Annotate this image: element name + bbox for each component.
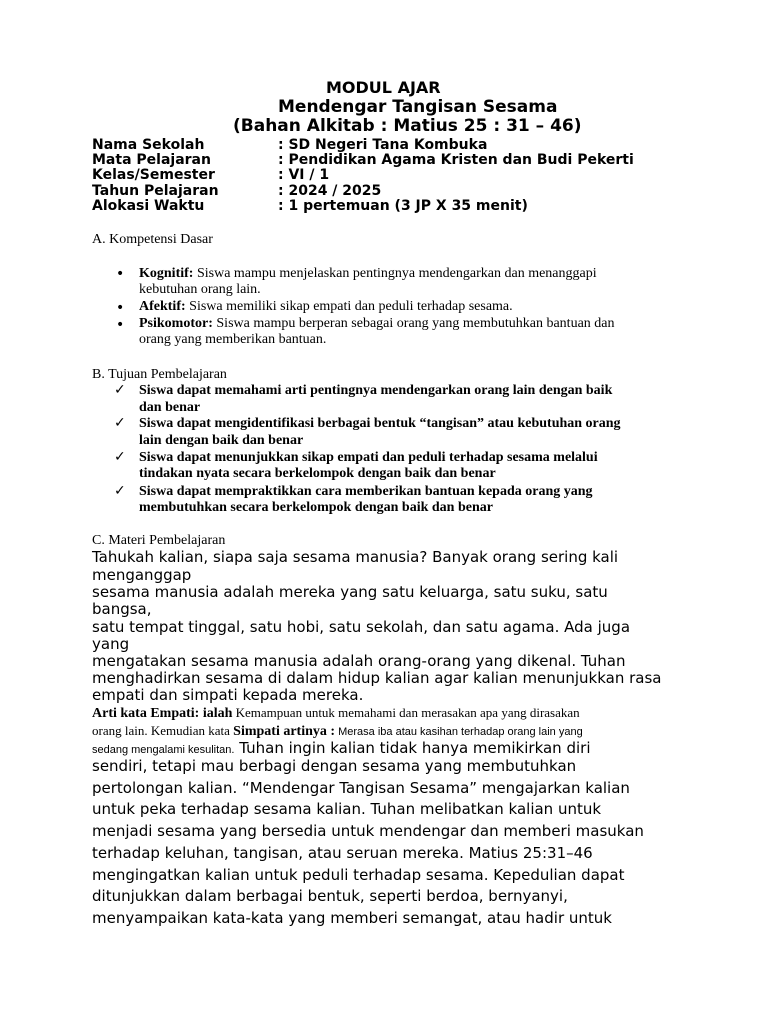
competency-text: Siswa mampu menjelaskan pentingnya mendengarkan dan menanggapi (193, 266, 597, 281)
simpati-definition (92, 723, 583, 740)
paragraph-line: bangsa, (92, 600, 152, 618)
paragraph-text: Tuhan ingin kalian tidak hanya memikirkan diri (234, 739, 591, 757)
paragraph-line: ditunjukkan dalam berbagai bentuk, seperti berdoa, bernyanyi, (92, 887, 568, 905)
paragraph-line: sesama manusia adalah mereka yang satu keluarga, satu suku, satu (92, 583, 608, 601)
identity-value: : 1 pertemuan (3 JP X 35 menit) (278, 198, 528, 214)
paragraph-line (92, 739, 591, 758)
identity-value: : Pendidikan Agama Kristen dan Budi Pekerti (278, 152, 634, 168)
simpati-label: Simpati artinya : (233, 724, 336, 739)
objective-item: Siswa dapat mempraktikkan cara memberikan bantuan kepada orang yang (139, 484, 593, 499)
checkmark-icon: ✓ (114, 382, 126, 398)
identity-value: : SD Negeri Tana Kombuka (278, 137, 488, 153)
checkmark-icon: ✓ (114, 415, 126, 431)
competency-text: Siswa mampu berperan sebagai orang yang membutuhkan bantuan dan (212, 316, 615, 331)
competency-text-cont: kebutuhan orang lain. (139, 282, 261, 297)
competency-text-cont: orang yang memberikan bantuan. (139, 332, 327, 347)
paragraph-line: mengatakan sesama manusia adalah orang-orang yang dikenal. Tuhan (92, 652, 626, 670)
objective-item: Siswa dapat menunjukkan sikap empati dan peduli terhadap sesama melalui (139, 450, 598, 465)
identity-label: Tahun Pelajaran (92, 183, 219, 199)
bullet-icon: • (116, 266, 125, 282)
document-title: MODUL AJAR (326, 78, 441, 97)
identity-label: Mata Pelajaran (92, 152, 211, 168)
competency-label: Psikomotor: (139, 316, 213, 331)
bible-source: (Bahan Alkitab : Matius 25 : 31 – 46) (233, 116, 582, 136)
paragraph-line: pertolongan kalian. “Mendengar Tangisan Sesama” mengajarkan kalian (92, 779, 630, 797)
paragraph-line: Tahukah kalian, siapa saja sesama manusia? Banyak orang sering kali (92, 548, 619, 566)
checkmark-icon: ✓ (114, 483, 126, 499)
paragraph-line: empati dan simpati kepada mereka. (92, 686, 364, 704)
paragraph-line: menyampaikan kata-kata yang memberi semangat, atau hadir untuk (92, 909, 612, 927)
checkmark-icon: ✓ (114, 449, 126, 465)
objective-item: Siswa dapat mengidentifikasi berbagai bentuk “tangisan” atau kebutuhan orang (139, 416, 621, 431)
paragraph-line: sendiri, tetapi mau berbagi dengan sesama yang membutuhkan (92, 757, 577, 775)
identity-label: Kelas/Semester (92, 167, 215, 183)
section-b-heading: B. Tujuan Pembelajaran (92, 367, 227, 382)
paragraph-line: mengingatkan kalian untuk peduli terhadap sesama. Kepedulian dapat (92, 866, 625, 884)
paragraph-line: menghadirkan sesama di dalam hidup kalian agar kalian menunjukkan rasa (92, 669, 662, 687)
bullet-icon: • (116, 300, 125, 316)
paragraph-line: satu tempat tinggal, satu hobi, satu sekolah, dan satu agama. Ada juga (92, 618, 631, 636)
section-a-heading: A. Kompetensi Dasar (92, 232, 213, 247)
simpati-text-cont: sedang mengalami kesulitan. (92, 744, 235, 756)
paragraph-line: menjadi sesama yang bersedia untuk mendengar dan memberi masukan (92, 822, 644, 840)
competency-text: Siswa memiliki sikap empati dan peduli terhadap sesama. (185, 299, 513, 314)
identity-value: : VI / 1 (278, 167, 330, 183)
objective-item-cont: dan benar (139, 400, 201, 415)
empati-definition (92, 705, 580, 722)
identity-value: : 2024 / 2025 (278, 183, 382, 199)
competency-label: Kognitif: (139, 266, 194, 281)
objective-item-cont: tindakan nyata secara berkelompok dengan baik dan benar (139, 466, 496, 481)
paragraph-line: menganggap (92, 566, 192, 584)
identity-label: Alokasi Waktu (92, 198, 205, 214)
empati-text-cont: orang lain. Kemudian kata (92, 723, 234, 738)
objective-item-cont: membutuhkan secara berkelompok dengan baik dan benar (139, 500, 493, 515)
competency-item (139, 299, 513, 315)
identity-label: Nama Sekolah (92, 137, 205, 153)
competency-item (139, 266, 597, 282)
simpati-text: Merasa iba atau kasihan terhadap orang lain yang (335, 726, 583, 738)
objective-item-cont: lain dengan baik dan benar (139, 433, 304, 448)
empati-text: Kemampuan untuk memahami dan merasakan apa yang dirasakan (232, 705, 580, 720)
objective-item: Siswa dapat memahami arti pentingnya mendengarkan orang lain dengan baik (139, 383, 613, 398)
paragraph-line: yang (92, 635, 130, 653)
empati-label: Arti kata Empati: ialah (92, 706, 233, 721)
paragraph-line: untuk peka terhadap sesama kalian. Tuhan melibatkan kalian untuk (92, 800, 602, 818)
section-c-heading: C. Materi Pembelajaran (92, 533, 226, 548)
competency-label: Afektif: (139, 299, 186, 314)
document-subtitle: Mendengar Tangisan Sesama (278, 97, 558, 117)
bullet-icon: • (116, 317, 125, 333)
paragraph-line: terhadap keluhan, tangisan, atau seruan mereka. Matius 25:31–46 (92, 844, 593, 862)
competency-item (139, 316, 615, 332)
